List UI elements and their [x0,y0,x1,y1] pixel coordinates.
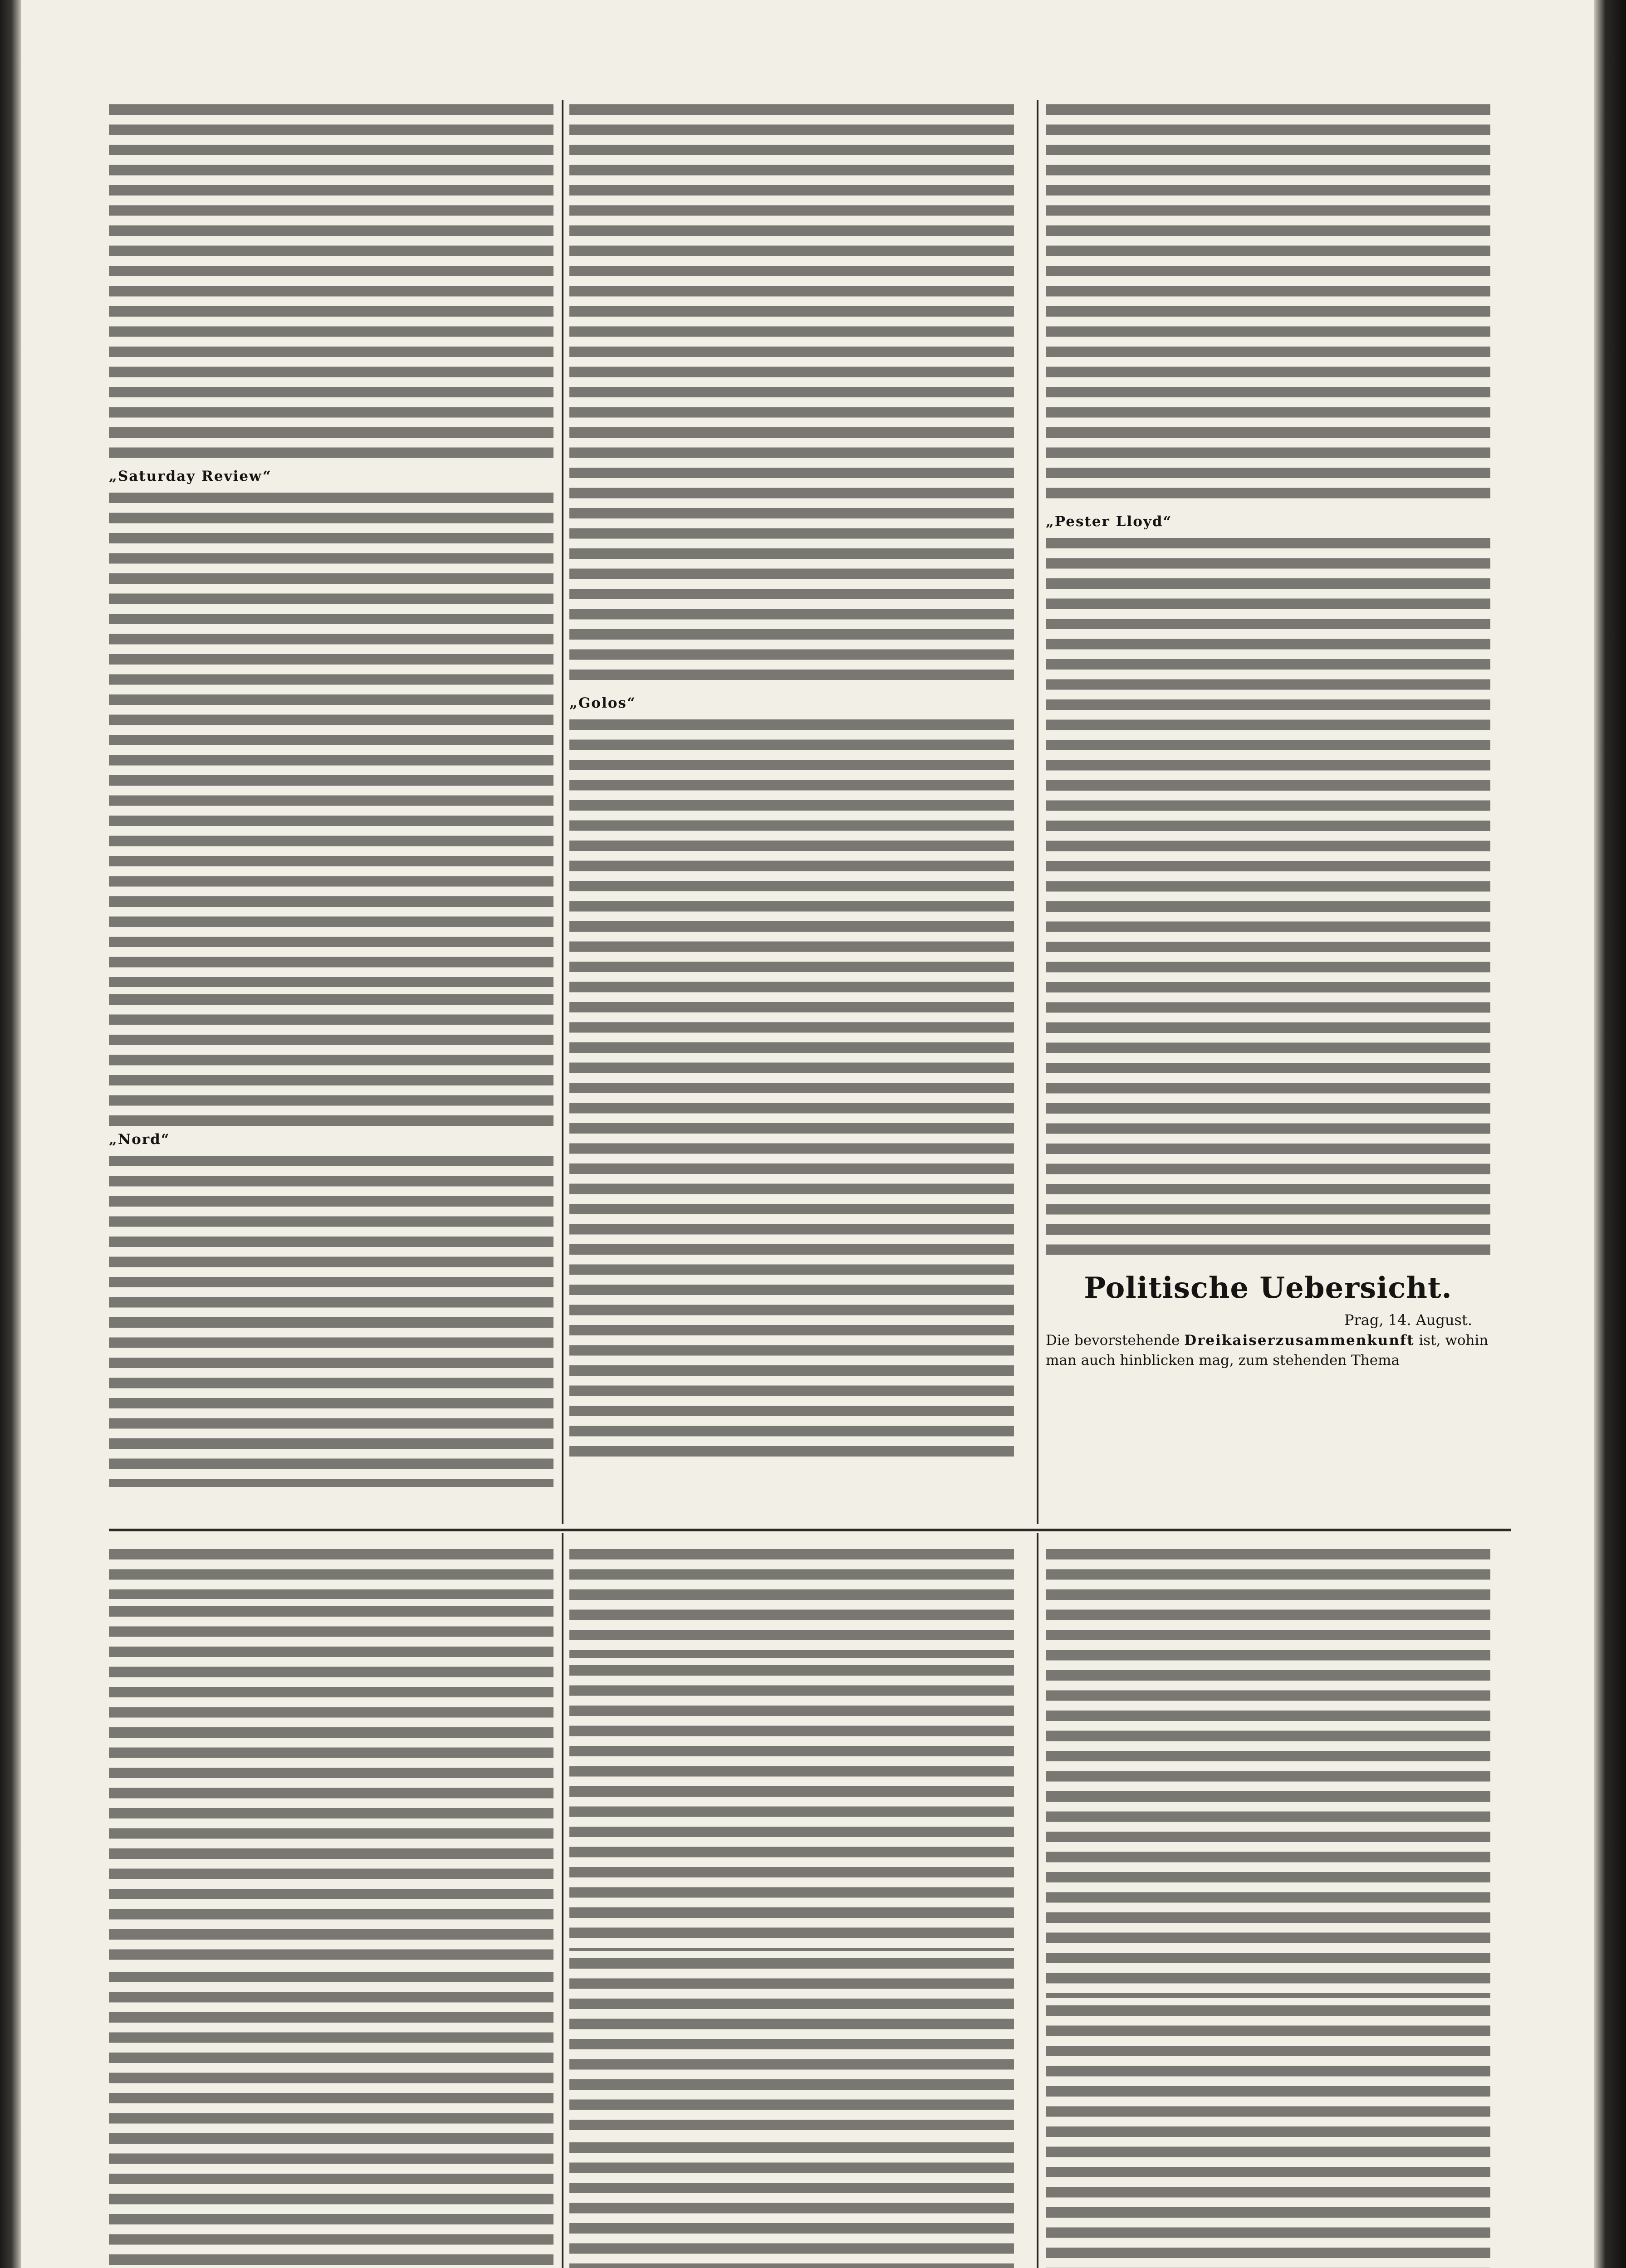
article-paragraph [569,100,1014,689]
article-paragraph [1046,533,1490,1259]
column-rule [1037,100,1038,1524]
feuilleton-paragraph [1046,1545,1490,1998]
dateline: Prag, 14. August. [1344,1311,1472,1329]
feuilleton-paragraph [109,1545,553,1599]
scan-edge-right [1594,0,1626,2268]
feuilleton-paragraph [1046,2001,1490,2268]
press-mention: „Saturday Review“ [109,468,272,484]
feuilleton-paragraph [109,1602,553,1965]
feuilleton-paragraph [569,2138,1014,2268]
newspaper-page [109,100,1511,2268]
feuilleton-rule [109,1529,1511,1531]
column-rule [562,1533,563,2268]
feuilleton-column-2 [569,1545,1014,2268]
article-paragraph [109,488,553,987]
upper-column-2 [569,100,1014,1461]
lead-paragraph: Die bevorstehende Dreikaiserzusammenkunft ist, wohin man auch hinblicken mag, zum stehenden Thema [1046,1332,1489,1369]
column-rule [562,100,563,1524]
scan-edge-left [0,0,21,2268]
section-heading: Politische Uebersicht. [1084,1271,1452,1305]
feuilleton-paragraph [569,1661,1014,1951]
upper-column-3 [1046,100,1490,1370]
article-paragraph [109,1151,553,1487]
feuilleton-paragraph [569,1954,1014,2135]
feuilleton-column-3 [1046,1545,1490,2268]
press-mention: „Pester Lloyd“ [1046,513,1172,530]
article-paragraph [109,100,553,463]
column-rule [1037,1533,1038,2268]
article-paragraph [569,715,1014,1459]
upper-column-1 [109,100,553,1490]
press-mention: „Golos“ [569,695,636,711]
article-paragraph [109,990,553,1126]
feuilleton-column-1 [109,1545,553,2268]
press-mention: „Nord“ [109,1131,170,1148]
feuilleton-paragraph [109,1967,553,2268]
article-paragraph [1046,100,1490,508]
feuilleton-paragraph [569,1545,1014,1658]
